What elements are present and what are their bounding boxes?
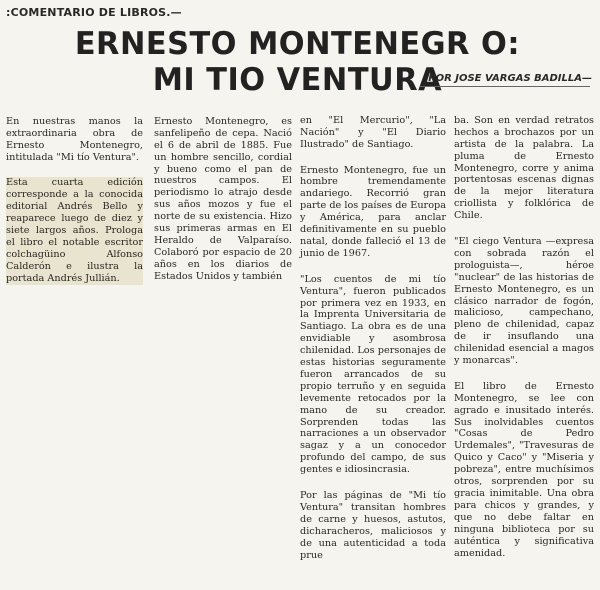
paragraph: Ernesto Montenegro, es sanfelipeño de cepa. Nació el 6 de abril de 1885. Fue un hombre sencillo, cordial y bueno como el pan de nuestros campos. El periodismo lo atrajo desde sus años mozos y fue el norte de su existencia. Hizo sus primeras armas en El Heraldo de Valparaíso. Colaboró por espacio de 20 años en los diarios de Estados Unidos y también bbox=[154, 115, 292, 282]
byline-rule bbox=[420, 86, 590, 87]
paragraph: Esta cuarta edición corresponde a la conocida editorial Andrés Bello y reaparece luego de diez y siete largos años. Prologa el libro el notable escritor colchagüino Alfonso Calderón e ilustra la portada Andrés Jullián. bbox=[6, 177, 143, 284]
paragraph: ba. Son en verdad retratos hechos a brochazos por un artista de la palabra. La pluma de Ernesto Montenegro, corre y anima portentosas escenas dignas de la mejor literatura criollista y folklórica de Chile. bbox=[454, 114, 594, 222]
section-label: :COMENTARIO DE LIBROS.— bbox=[6, 6, 182, 19]
paragraph: "Los cuentos de mi tío Ventura", fueron publicados por primera vez en 1933, en la Imprenta Universitaria de Santiago. La obra es de una envidiable y asombrosa chilenidad. Los personajes de estas historias seguramente fueron arrancados de su propio terruño y en seguida levemente retocados por la mano de su creador. Sorprenden todas las narraciones a un observador sagaz y a un conocedor profundo del campo, de sus gentes e idiosincrasia. bbox=[300, 273, 446, 476]
paragraph: En nuestras manos la extraordinaria obra de Ernesto Montenegro, intitulada "Mi tío Ventura". bbox=[6, 115, 143, 163]
article-column-1 bbox=[6, 104, 143, 299]
paragraph: Ernesto Montenegro, fue un hombre tremendamente andariego. Recorrió gran parte de los países de Europa y América, para anclar definitivamente en su pueblo natal, donde falleció el 13 de junio de 1967. bbox=[300, 164, 446, 259]
article-column-3 bbox=[300, 103, 446, 575]
article-column-4 bbox=[454, 103, 594, 573]
paragraph: "El ciego Ventura —expresa con sobrada razón el prologuista—, héroe "nuclear" de las historias de Ernesto Montenegro, es un clásico narrador de fogón, malicioso, campechano, pleno de chilenidad, capaz de ir insuflando una chilenidad esencial a magos y monarcas". bbox=[454, 235, 594, 367]
article-title: ERNESTO MONTENEGR O: MI TIO VENTURA bbox=[74, 26, 520, 98]
article-column-2 bbox=[154, 104, 292, 297]
paragraph: Por las páginas de "Mi tío Ventura" transitan hombres de carne y huesos, astutos, dicharacheros, maliciosos y de una autenticidad a toda prue bbox=[300, 490, 446, 561]
paragraph: El libro de Ernesto Montenegro, se lee con agrado e inusitado interés. Sus inolvidables cuentos "Cosas de Pedro Urdemales", "Travesuras de Quico y Caco" y "Miseria y pobreza", entre muchísimos otros, sorprenden por su gracia inimitable. Una obra para chicos y grandes, y que no debe faltar en ninguna biblioteca por su auténtica y significativa amenidad. bbox=[454, 380, 594, 559]
paragraph: en "El Mercurio", "La Nación" y "El Diario Ilustrado" de Santiago. bbox=[300, 114, 446, 150]
article-byline: POR JOSE VARGAS BADILLA— bbox=[428, 73, 592, 84]
